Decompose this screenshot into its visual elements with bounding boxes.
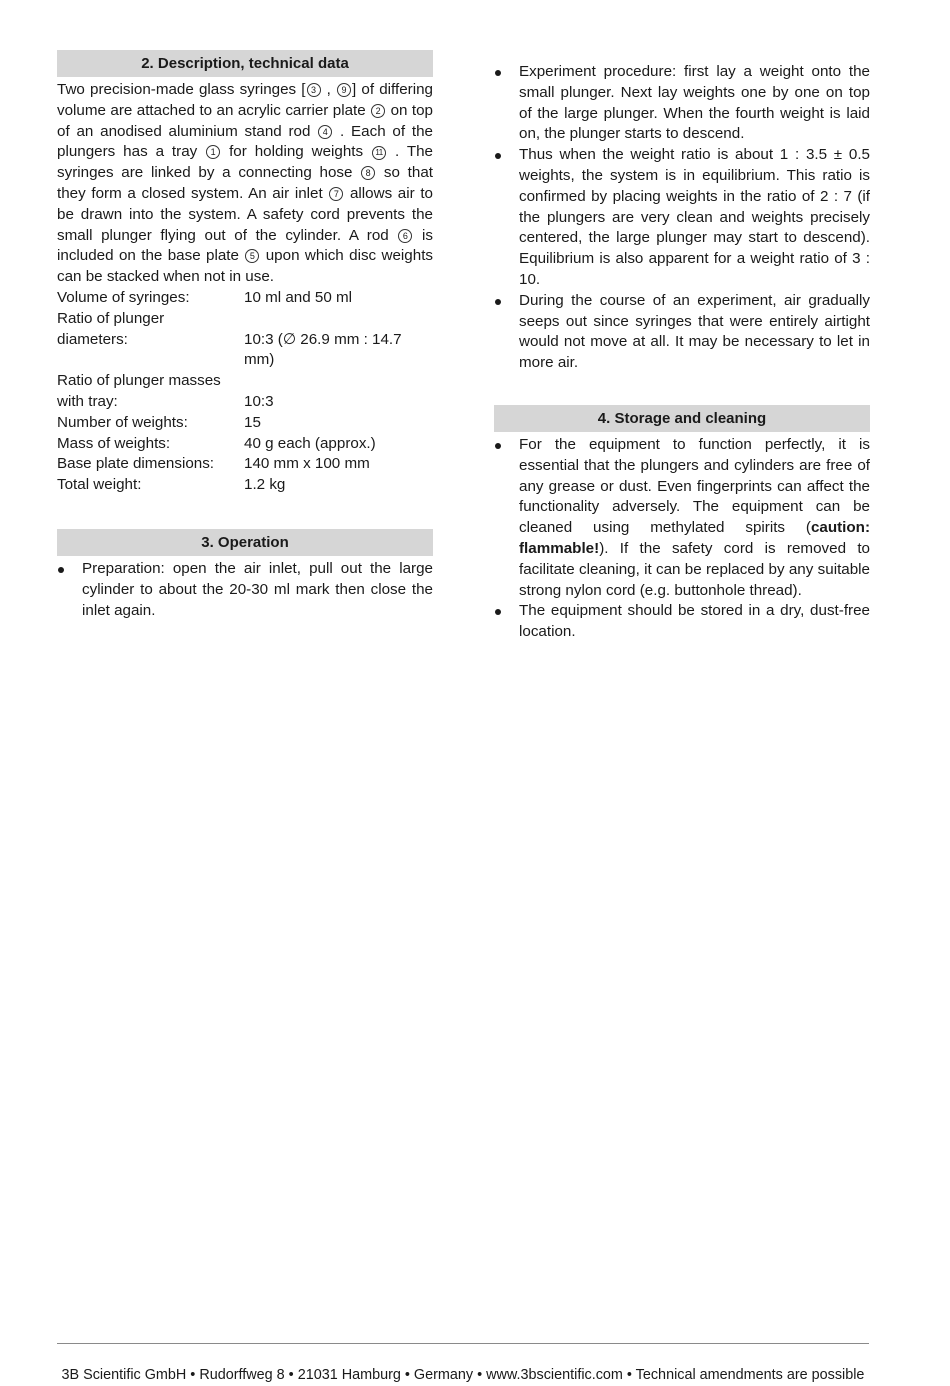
callout-number: 6 [398, 229, 412, 243]
operation-list-continued [494, 62, 870, 374]
section-heading-storage: 4. Storage and cleaning [494, 405, 870, 432]
operation-list [57, 559, 433, 621]
callout-number: 3 [307, 83, 321, 97]
callout-number: 9 [337, 83, 351, 97]
callout-number: 4 [318, 125, 332, 139]
callout-number: 5 [245, 249, 259, 263]
callout-number: 2 [371, 104, 385, 118]
caution-text: caution: flammable! [519, 519, 870, 557]
footer-text: 3B Scientific GmbH • Rudorffweg 8 • 21031 Hamburg • Germany • www.3bscientific.com • Technical amendments are possible [61, 1367, 865, 1383]
list-item: Preparation: open the air inlet, pull out the large cylinder to about the 20-30 ml mark then close the inlet again. [57, 559, 433, 621]
left-column [57, 50, 433, 621]
callout-number: 11 [372, 146, 386, 160]
spec-row: Ratio of plunger masses [57, 372, 221, 390]
spec-row: Volume of syringes: 10 ml and 50 ml [57, 288, 353, 306]
callout-number: 1 [206, 145, 220, 159]
list-item: The equipment should be stored in a dry, dust-free location. [494, 601, 870, 643]
callout-number: 7 [329, 187, 343, 201]
bullet-icon [58, 567, 64, 573]
bullet-icon [495, 443, 501, 449]
list-item: Experiment procedure: first lay a weight onto the small plunger. Next lay weights one by one on top of the large plunger. When the fourth weight is laid on, the plunger starts to descend. [494, 62, 870, 145]
list-item: For the equipment to function perfectly, it is essential that the plungers and cylinders are free of any grease or dust. Even fingerprints can affect the functionality adversely. The equipment can be cleaned using methylated spirits (caution: flammable!). If the safety cord is removed to facilitate cleaning, it can be replaced by any suitable strong nylon cord (e.g. buttonhole thread). [494, 435, 870, 601]
section-heading-description: 2. Description, technical data [57, 50, 433, 77]
description-paragraph: Two precision-made glass syringes [ 3 , 9 ] of differing volume are attached to an acrylic carrier plate 2 on top of an anodised aluminium stand rod 4 . Each of the plungers has a tray 1 for holding weights 11 . The syringes are linked by a connecting hose 8 so that they form a closed system. An air inlet 7 allows air to be drawn into the system. A safety cord prevents the small plunger flying out of the cylinder. A rod 6 is included on the base plate 5 upon which disc weights can be stacked when not in use. [57, 81, 434, 286]
bullet-icon [495, 609, 501, 615]
list-item: Thus when the weight ratio is about 1 : 3.5 ± 0.5 weights, the system is in equilibrium. This ratio is confirmed by placing weights in the ratio of 2 : 7 (if the plungers are very clean and weights precisely centered, the large plunger may start to descend). Equilibrium is also apparent for a weight ratio of 3 : 10. [494, 145, 870, 291]
bullet-icon [495, 70, 501, 76]
footer-divider [57, 1343, 869, 1344]
spec-row: with tray: 10:3 [57, 392, 274, 410]
right-column [494, 62, 870, 643]
spec-row: Total weight: 1.2 kg [57, 476, 286, 494]
spec-row: Base plate dimensions: 140 mm x 100 mm [57, 455, 370, 473]
list-item: During the course of an experiment, air gradually seeps out since syringes that were entirely airtight would not move at all. It may be necessary to let in more air. [494, 291, 870, 374]
callout-number: 8 [361, 166, 375, 180]
bullet-icon [495, 299, 501, 305]
bullet-icon [495, 153, 501, 159]
section-heading-operation: 3. Operation [57, 529, 433, 556]
spec-row: Number of weights: 15 [57, 413, 261, 431]
storage-list [494, 435, 870, 643]
spec-row: Ratio of plunger [57, 309, 165, 327]
technical-data-table [57, 288, 433, 496]
spec-row: Mass of weights: 40 g each (approx.) [57, 434, 376, 452]
spec-row: diameters: 10:3 (∅ 26.9 mm : 14.7 mm) [57, 330, 402, 369]
